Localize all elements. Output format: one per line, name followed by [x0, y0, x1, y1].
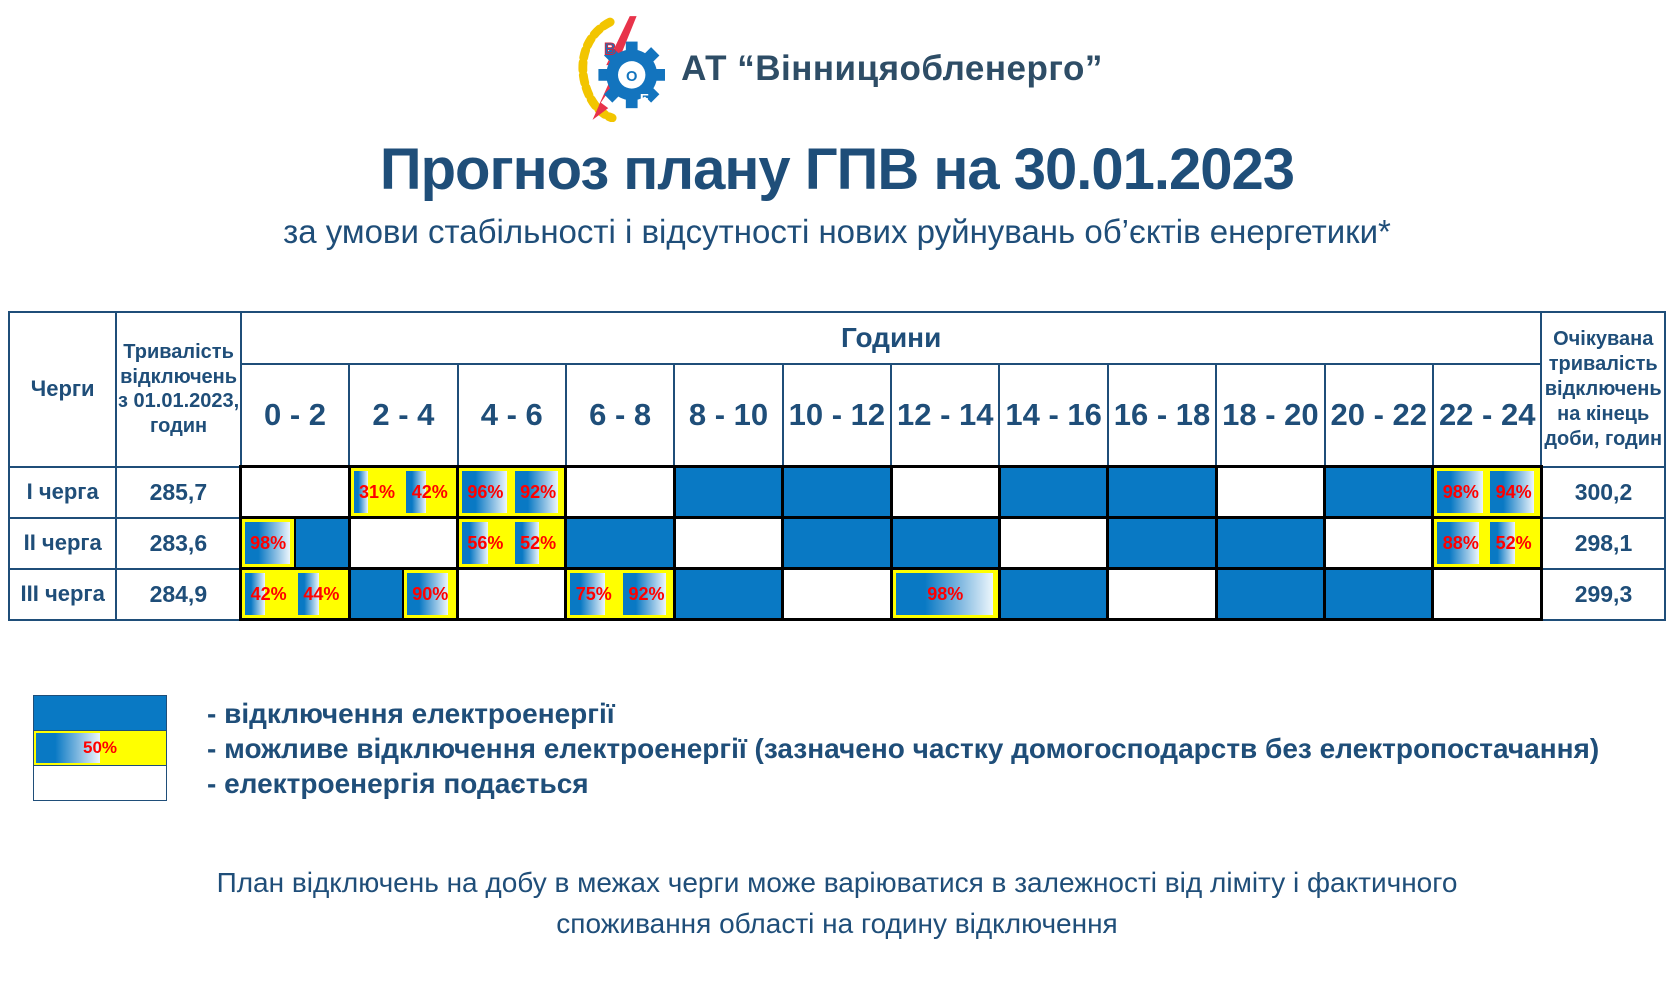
queue-label: І черга	[9, 467, 116, 518]
pct-label: 52%	[1495, 532, 1532, 553]
pct-label: 42%	[250, 583, 287, 604]
pct-label: 88%	[1442, 532, 1479, 553]
hour-col-14-16: 14 - 16	[999, 364, 1107, 467]
col-header-expected: Очікувана тривалість відключень на кінець доби, годин	[1541, 312, 1665, 467]
possible-half	[242, 519, 294, 567]
possible-outage-cell	[242, 519, 294, 567]
hour-col-0-2: 0 - 2	[241, 364, 349, 467]
slot-0-2	[241, 467, 349, 518]
slot-halves	[351, 570, 456, 618]
slot-4-6	[458, 518, 566, 569]
possible-half	[567, 570, 620, 618]
slot-2-4	[349, 569, 457, 620]
slot-4-6	[458, 569, 566, 620]
slot-22-24	[1433, 467, 1542, 518]
possible-half	[512, 468, 565, 516]
slot-halves	[459, 519, 564, 567]
possible-outage-cell	[1487, 468, 1540, 516]
possible-half	[242, 570, 295, 618]
legend-swatches	[33, 695, 167, 801]
page-title: Прогноз плану ГПВ на 30.01.2023	[379, 137, 1295, 202]
slot-halves	[459, 468, 564, 516]
pct-label: 92%	[628, 583, 665, 604]
pct-label: 75%	[575, 583, 612, 604]
possible-outage-cell	[351, 468, 404, 516]
slot-halves	[242, 519, 347, 567]
slot-12-14	[891, 467, 999, 518]
queue-label: ІІ черга	[9, 518, 116, 569]
pct-label: 98%	[250, 532, 287, 553]
schedule-body	[9, 467, 1665, 620]
schedule-table	[8, 311, 1666, 621]
slot-halves	[1434, 519, 1540, 567]
possible-outage-cell	[459, 519, 512, 567]
possible-outage-cell	[893, 570, 998, 618]
pct-label: 42%	[411, 481, 448, 502]
slot-20-22	[1325, 518, 1433, 569]
legend-label-possible: - можливе відключення електроенергії (зазначено частку домогосподарств без електропостачання)	[207, 733, 1600, 764]
pct-label: 98%	[1442, 481, 1479, 502]
slot-16-18	[1108, 467, 1216, 518]
legend-sample-pct-label: 50%	[82, 738, 118, 757]
hour-col-6-8: 6 - 8	[566, 364, 674, 467]
slot-16-18	[1108, 569, 1216, 620]
possible-outage-cell	[404, 570, 456, 618]
duration-value: 284,9	[116, 569, 240, 620]
hour-col-22-24: 22 - 24	[1433, 364, 1542, 467]
possible-half	[403, 468, 456, 516]
legend-swatch-outage	[33, 695, 167, 731]
slot-10-12	[783, 467, 891, 518]
possible-outage-cell	[295, 570, 348, 618]
pct-label: 98%	[927, 583, 964, 604]
slot-14-16	[999, 467, 1107, 518]
possible-half	[1487, 519, 1540, 567]
possible-half	[1487, 468, 1540, 516]
slot-20-22	[1325, 569, 1433, 620]
pct-label: 96%	[467, 481, 504, 502]
slot-4-6	[458, 467, 566, 518]
legend	[33, 695, 1674, 801]
hour-columns-row	[9, 364, 1665, 467]
col-header-queue: Черги	[9, 312, 116, 467]
possible-half	[459, 468, 512, 516]
slot-16-18	[1108, 518, 1216, 569]
schedule-row	[9, 467, 1665, 518]
possible-outage-cell	[1434, 519, 1487, 567]
slot-14-16	[999, 518, 1107, 569]
possible-half	[512, 519, 565, 567]
legend-label-power-on: - електроенергія подається	[207, 768, 589, 799]
expected-value: 300,2	[1541, 467, 1665, 518]
slot-18-20	[1216, 518, 1324, 569]
legend-swatch-possible	[33, 730, 167, 766]
hour-col-16-18: 16 - 18	[1108, 364, 1216, 467]
slot-22-24	[1433, 518, 1542, 569]
slot-6-8	[566, 467, 674, 518]
brand-header	[0, 0, 1674, 124]
legend-labels	[207, 695, 1599, 801]
col-header-duration: Тривалість відключень з 01.01.2023, годин	[116, 312, 240, 467]
possible-half	[459, 519, 512, 567]
slot-10-12	[783, 569, 891, 620]
hour-col-8-10: 8 - 10	[674, 364, 782, 467]
possible-outage-cell	[1487, 519, 1540, 567]
schedule-row	[9, 569, 1665, 620]
slot-2-4	[349, 518, 457, 569]
duration-value: 283,6	[116, 518, 240, 569]
pct-label: 90%	[412, 583, 449, 604]
hour-col-4-6: 4 - 6	[458, 364, 566, 467]
possible-outage-cell	[403, 468, 456, 516]
possible-outage-cell	[1434, 468, 1487, 516]
possible-outage-cell	[512, 468, 565, 516]
legend-swatch-power-on	[33, 765, 167, 801]
slot-18-20	[1216, 569, 1324, 620]
slot-halves	[351, 468, 456, 516]
hour-col-20-22: 20 - 22	[1325, 364, 1433, 467]
outage-half	[351, 570, 403, 618]
slot-12-14	[891, 569, 999, 620]
pct-label: 92%	[520, 481, 557, 502]
slot-halves	[567, 570, 672, 618]
slot-0-2	[241, 569, 349, 620]
possible-half	[620, 570, 673, 618]
possible-outage-cell	[620, 570, 673, 618]
slot-12-14	[891, 518, 999, 569]
queue-label: ІІІ черга	[9, 569, 116, 620]
possible-outage-cell	[459, 468, 512, 516]
slot-22-24	[1433, 569, 1542, 620]
slot-8-10	[674, 518, 782, 569]
pct-label: 44%	[303, 583, 340, 604]
slot-6-8	[566, 569, 674, 620]
pct-label: 52%	[520, 532, 557, 553]
hour-col-18-20: 18 - 20	[1216, 364, 1324, 467]
duration-value: 285,7	[116, 467, 240, 518]
legend-label-outage: - відключення електроенергії	[207, 698, 615, 729]
logo-letter-e: Е	[640, 91, 650, 107]
footnote: План відключень на добу в межах черги може варіюватися в залежності від ліміту і фактичного споживання області на годину відключення	[216, 867, 1458, 939]
slot-8-10	[674, 467, 782, 518]
slot-20-22	[1325, 467, 1433, 518]
schedule-row	[9, 518, 1665, 569]
expected-value: 298,1	[1541, 518, 1665, 569]
slot-halves	[242, 570, 347, 618]
company-name: АТ “Вінницяобленерго”	[681, 49, 1103, 88]
possible-outage-cell	[242, 570, 295, 618]
slot-18-20	[1216, 467, 1324, 518]
pct-label: 94%	[1495, 481, 1532, 502]
slot-halves	[1434, 468, 1540, 516]
logo-letter-o: О	[626, 68, 638, 85]
pct-label: 56%	[467, 532, 504, 553]
slot-14-16	[999, 569, 1107, 620]
col-header-hours: Години	[241, 312, 1542, 364]
possible-outage-cell	[512, 519, 565, 567]
possible-half	[1434, 519, 1487, 567]
hour-col-10-12: 10 - 12	[783, 364, 891, 467]
slot-10-12	[783, 518, 891, 569]
company-logo	[571, 16, 665, 122]
possible-half	[1434, 468, 1487, 516]
logo-letter-v: В	[604, 39, 617, 59]
expected-value: 299,3	[1541, 569, 1665, 620]
possible-half	[295, 570, 348, 618]
slot-0-2	[241, 518, 349, 569]
slot-8-10	[674, 569, 782, 620]
possible-half	[402, 570, 456, 618]
possible-half	[351, 468, 404, 516]
page-subtitle: за умови стабільності і відсутності нових руйнувань об’єктів енергетики*	[283, 213, 1391, 250]
slot-2-4	[349, 467, 457, 518]
possible-outage-cell	[567, 570, 620, 618]
hour-col-12-14: 12 - 14	[891, 364, 999, 467]
hour-col-2-4: 2 - 4	[349, 364, 457, 467]
outage-half	[294, 519, 348, 567]
slot-6-8	[566, 518, 674, 569]
pct-label: 31%	[359, 481, 396, 502]
